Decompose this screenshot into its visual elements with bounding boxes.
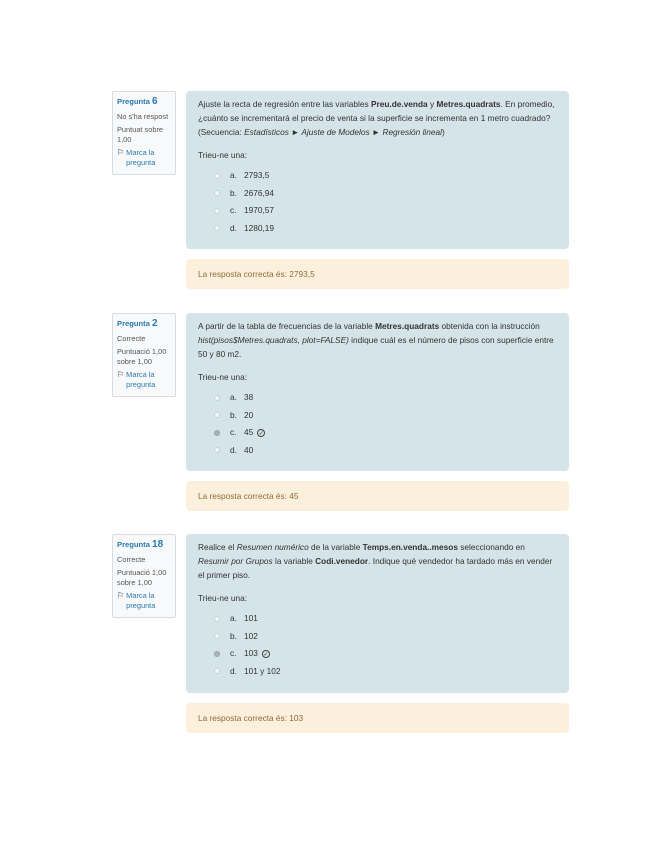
radio-button[interactable] (214, 173, 220, 179)
answer-option-b[interactable]: b. 20 (198, 407, 557, 425)
radio-button[interactable] (214, 190, 220, 196)
correct-answer-feedback: La resposta correcta és: 2793,5 (186, 259, 569, 289)
question-box-18 (186, 534, 569, 693)
answer-option-d[interactable]: d. 1280,19 (198, 220, 557, 238)
answer-option-d[interactable]: d. 101 y 102 (198, 663, 557, 681)
answer-option-c[interactable]: c. 45 ✓ (198, 424, 557, 442)
question-number: Pregunta 18 (117, 539, 164, 550)
radio-button-selected[interactable] (214, 430, 220, 436)
question-info-6 (112, 91, 176, 175)
radio-button[interactable] (214, 225, 220, 231)
radio-button-selected[interactable] (214, 651, 220, 657)
flag-question-link[interactable]: ⚐ Marca la pregunta (117, 370, 156, 389)
answer-prompt: Trieu-ne una: (198, 150, 248, 161)
flag-question-link[interactable]: ⚐ Marca la pregunta (117, 591, 156, 610)
answer-option-a[interactable]: a. 38 (198, 389, 557, 407)
question-number: Pregunta 2 (117, 318, 158, 329)
question-status: Correcte (117, 555, 146, 564)
question-score: Puntuació 1,00 sobre 1,00 (117, 347, 167, 366)
question-box-6 (186, 91, 569, 249)
radio-button[interactable] (214, 208, 220, 214)
question-text: A partir de la tabla de frecuencias de la variable Metres.quadrats obtenida con la instrucción hist(pisos$Metres.quadrats, plot=FALSE) indique cuál es el número de pisos con superficie entre 50 y 80 m2. (198, 321, 554, 359)
correct-answer-feedback: La resposta correcta és: 103 (186, 703, 569, 733)
question-status: No s'ha respost (117, 112, 169, 121)
question-score: Puntuació 1,00 sobre 1,00 (117, 568, 167, 587)
question-box-2 (186, 313, 569, 471)
question-score: Puntuat sobre 1,00 (117, 125, 164, 144)
radio-button[interactable] (214, 447, 220, 453)
check-circle-icon: ✓ (258, 430, 264, 437)
correct-answer-feedback: La resposta correcta és: 45 (186, 481, 569, 511)
check-circle-icon: ✓ (263, 651, 269, 658)
question-status: Correcte (117, 334, 146, 343)
radio-button[interactable] (214, 395, 220, 401)
question-text: Realice el Resumen numérico de la variable Temps.en.venda..mesos seleccionando en Resumir por Grupos la variable Codi.venedor. Indique qué vendedor ha tardado más en vender el primer piso. (198, 542, 553, 580)
radio-button[interactable] (214, 616, 220, 622)
question-text: Ajuste la recta de regresión entre las variables Preu.de.venda y Metres.quadrats. En promedio,¿cuánto se incrementará el precio de venta si la superficie se incrementa en 1 metro cuadrado? (Secuencia: Estadísticos ► Ajuste de Modelos ► Regresión lineal) (198, 99, 555, 137)
flag-icon: ⚐ (117, 370, 125, 379)
flag-icon: ⚐ (117, 148, 125, 157)
answer-option-c[interactable]: c. 103 ✓ (198, 645, 557, 663)
answer-option-a[interactable]: a. 2793,5 (198, 167, 557, 185)
radio-button[interactable] (214, 412, 220, 418)
question-info-18 (112, 534, 176, 618)
flag-question-link[interactable]: ⚐ Marca la pregunta (117, 148, 156, 167)
question-number: Pregunta 6 (117, 96, 158, 107)
radio-button[interactable] (214, 633, 220, 639)
question-info-2 (112, 313, 176, 397)
flag-icon: ⚐ (117, 591, 125, 600)
answer-option-b[interactable]: b. 102 (198, 628, 557, 646)
answer-option-a[interactable]: a. 101 (198, 610, 557, 628)
radio-button[interactable] (214, 668, 220, 674)
answer-prompt: Trieu-ne una: (198, 372, 248, 383)
answer-prompt: Trieu-ne una: (198, 593, 248, 604)
answer-option-c[interactable]: c. 1970,57 (198, 202, 557, 220)
answer-option-d[interactable]: d. 40 (198, 442, 557, 460)
answer-option-b[interactable]: b. 2676,94 (198, 185, 557, 203)
